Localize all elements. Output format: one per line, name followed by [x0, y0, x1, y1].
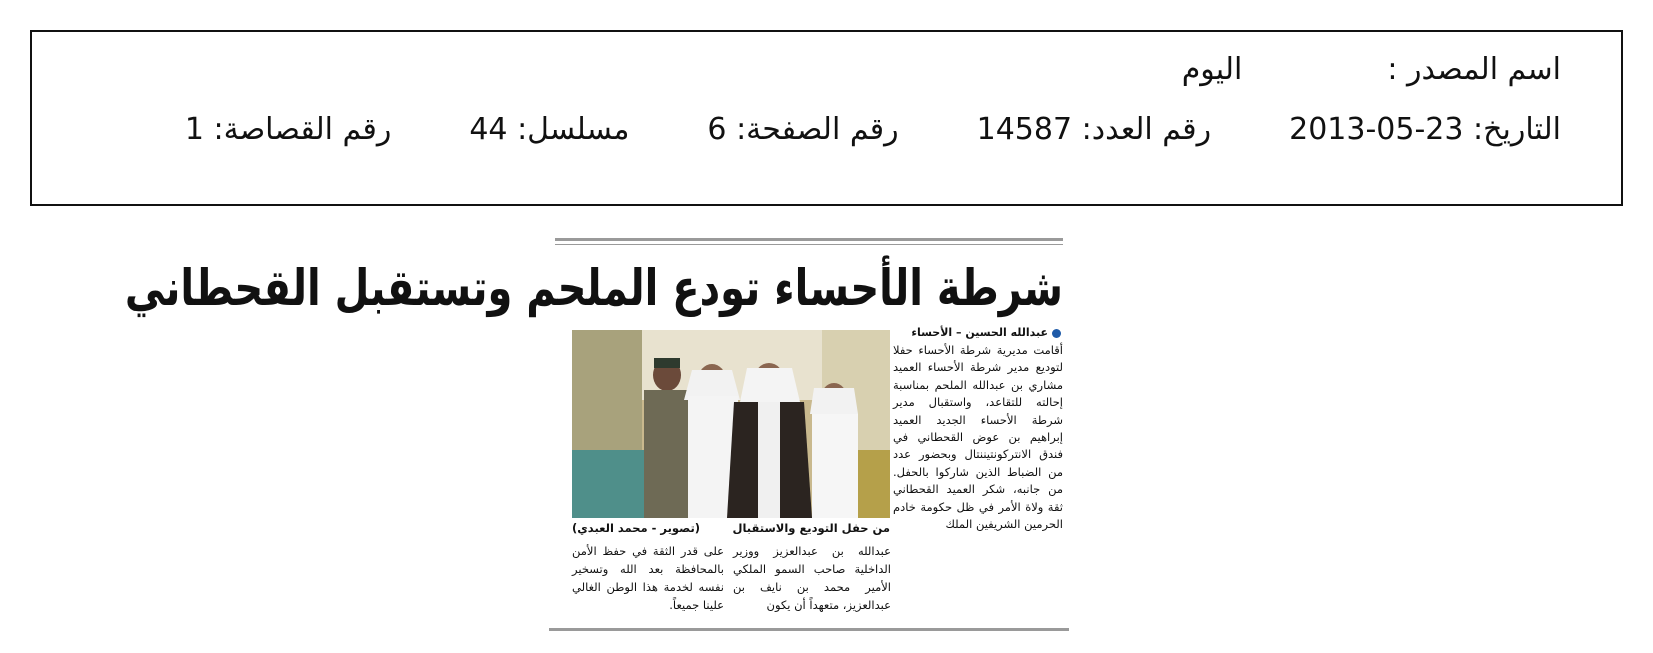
top-rule: [555, 238, 1063, 241]
article-column-1: أقامت مديرية شرطة الأحساء حفلا لتوديع مدير شرطة الأحساء العميد مشاري بن عبدالله الملحم بمناسبة إحالته للتقاعد، واستقبال مدير شرطة الأحساء الجديد العميد إبراهيم بن عوض القحطاني في فندق الانتركونتيننتال وبحضور عدد من الضباط الذين شاركوا بالحفل. من جانبه، شكر العميد القحطاني ثقة ولاة الأمر في ظل حكومة خادم الحرمين الشريفين الملك: [893, 343, 1063, 532]
metadata-box: [30, 30, 1623, 206]
source-value: اليوم: [1181, 52, 1243, 87]
issue-value: 14587: [976, 112, 1073, 147]
bullet-dot: [1052, 329, 1061, 338]
clip-value: 1: [184, 112, 204, 147]
photo-illustration: [572, 330, 890, 518]
article-photo: [572, 330, 890, 518]
byline: [911, 326, 1061, 339]
page-value: 6: [707, 112, 727, 147]
article-column-2: عبدالله بن عبدالعزيز ووزير الداخلية صاحب السمو الملكي الأمير محمد بن نايف بن عبدالعزيز، متعهداً أن يكون: [733, 544, 891, 612]
newspaper-clipping: [124, 238, 1063, 633]
clip-label: رقم القصاصة:: [213, 112, 392, 147]
top-rule-thin: [555, 244, 1063, 245]
byline-text: عبدالله الحسين – الأحساء: [911, 326, 1048, 339]
date-value: 2013-05-23: [1289, 112, 1464, 147]
headline: شرطة الأحساء تودع الملحم وتستقبل القحطاني: [124, 260, 1063, 318]
page-label: رقم الصفحة:: [736, 112, 899, 147]
date-label: التاريخ:: [1473, 112, 1561, 147]
serial-value: 44: [469, 112, 508, 147]
photo-credit: (تصوير - محمد العبدي): [572, 521, 701, 535]
details-row: [185, 112, 1561, 147]
bottom-rule: [549, 628, 1069, 631]
source-row: [1182, 52, 1561, 87]
article-column-3: على قدر الثقة في حفظ الأمن بالمحافظة بعد الله وتسخير نفسه لخدمة هذا الوطن الغالي علينا جميعاً.: [572, 544, 724, 612]
caption-text: من حفل التوديع والاستقبال: [732, 521, 890, 535]
serial-label: مسلسل:: [517, 112, 630, 147]
source-label: اسم المصدر :: [1387, 52, 1561, 87]
issue-label: رقم العدد:: [1081, 112, 1212, 147]
